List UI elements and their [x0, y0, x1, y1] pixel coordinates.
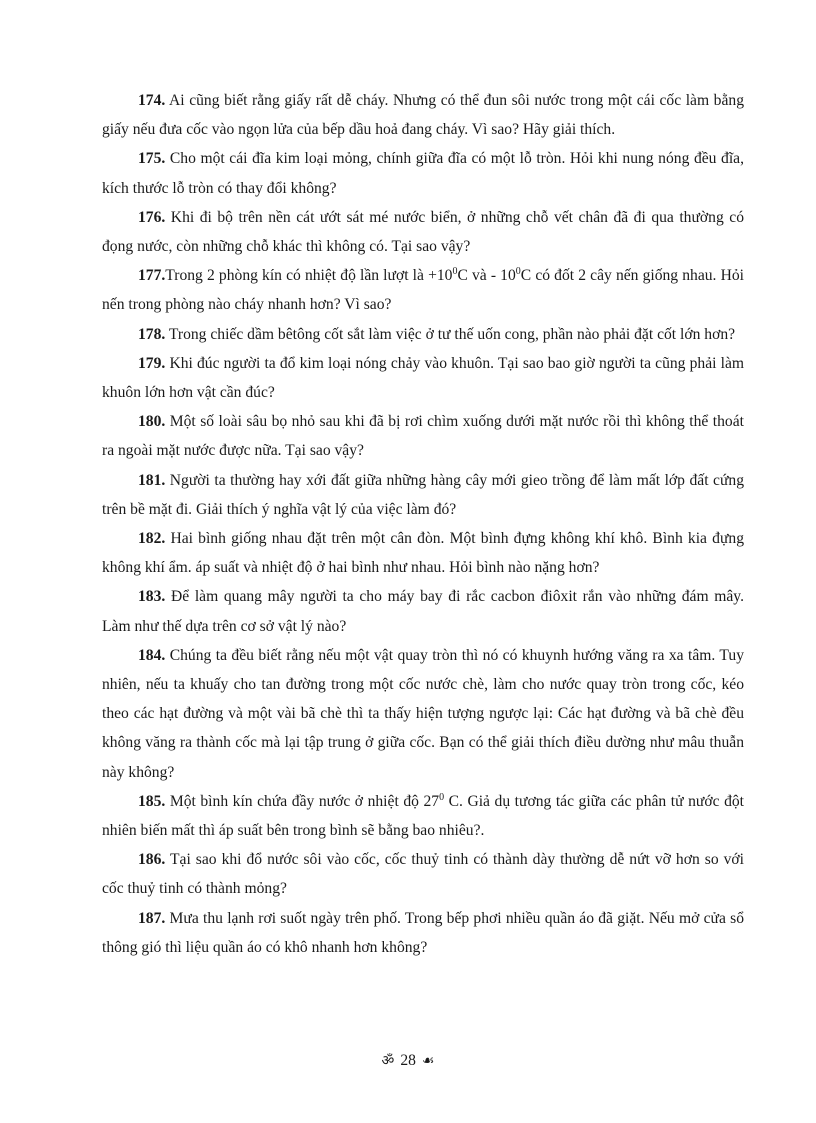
question-177	[102, 261, 744, 319]
question-list	[102, 86, 744, 962]
question-text: Chúng ta đều biết rằng nếu một vật quay tròn thì nó có khuynh hướng văng ra xa tâm. Tuy nhiên, nếu ta khuấy cho tan đường trong một cốc nước chè, làm cho nước quay tròn trong cốc, kéo theo các hạt đường và một vài bã chè thì ta thấy hiện tượng ngược lại: Các hạt đường và bã chè đều không văng ra thành cốc mà lại tập trung ở giữa cốc. Bạn có thể giải thích điều dường như mâu thuẫn này không?	[102, 646, 744, 781]
question-text: Một số loài sâu bọ nhỏ sau khi đã bị rơi chìm xuống dưới mặt nước rồi thì không thể thoát ra ngoài mặt nước được nữa. Tại sao vậy?	[102, 413, 744, 460]
question-182	[102, 524, 744, 582]
question-text: Trong chiếc dầm bêtông cốt sắt làm việc ở tư thế uốn cong, phần nào phải đặt cốt lớn hơn?	[165, 325, 736, 343]
question-174	[102, 86, 744, 144]
question-text: Cho một cái đĩa kim loại mỏng, chính giữa đĩa có một lỗ tròn. Hỏi khi nung nóng đều đĩa, kích thước lỗ tròn có thay đổi không?	[102, 150, 744, 197]
question-text: Hai bình giống nhau đặt trên một cân đòn. Một bình đựng không khí khô. Bình kia đựng không khí ẩm. áp suất và nhiệt độ ở hai bình như nhau. Hỏi bình nào nặng hơn?	[102, 530, 744, 577]
question-text: Người ta thường hay xới đất giữa những hàng cây mới gieo trồng để làm mất lớp đất cứng trên bề mặt đi. Giải thích ý nghĩa vật lý của việc làm đó?	[102, 471, 744, 518]
right-ornament-icon: ☙	[421, 1054, 435, 1069]
question-number: 176.	[138, 208, 166, 226]
question-number: 185.	[138, 792, 166, 810]
question-number: 186.	[138, 851, 166, 869]
question-181	[102, 466, 744, 524]
question-text: Mưa thu lạnh rơi suốt ngày trên phố. Trong bếp phơi nhiều quần áo đã giặt. Nếu mở cửa sổ thông gió thì liệu quần áo có khô nhanh hơn không?	[102, 909, 744, 956]
question-183	[102, 582, 744, 640]
question-187	[102, 904, 744, 962]
question-number: 183.	[138, 588, 166, 606]
question-175	[102, 144, 744, 202]
question-text: Tại sao khi đổ nước sôi vào cốc, cốc thuỷ tinh có thành dày thường dễ nứt vỡ hơn so với cốc thuỷ tinh có thành mỏng?	[102, 851, 744, 898]
question-text: Khi đi bộ trên nền cát ướt sát mé nước biển, ở những chỗ vết chân đã đi qua thường có đọng nước, còn những chỗ khác thì không có. Tại sao vậy?	[102, 208, 744, 256]
question-number: 187.	[138, 909, 166, 927]
question-number: 178.	[138, 325, 166, 343]
question-number: 180.	[138, 413, 166, 431]
question-176	[102, 203, 744, 261]
question-text-a: Trong 2 phòng kín có nhiệt độ lần lượt là +10	[165, 267, 453, 285]
question-text-b: C và - 10	[457, 267, 516, 285]
question-178	[102, 320, 744, 349]
question-text-c: C có đốt 2 cây nến giống nhau. Hỏi nến trong phòng nào cháy nhanh hơn? Vì sao?	[102, 267, 744, 314]
question-number: 177.	[138, 267, 166, 285]
superscript: 0	[439, 791, 445, 803]
question-184	[102, 641, 744, 787]
question-number: 181.	[138, 471, 166, 489]
question-text: Để làm quang mây người ta cho máy bay đi rắc cacbon điôxit rắn vào những đám mây. Làm như thế dựa trên cơ sở vật lý nào?	[102, 588, 744, 635]
superscript: 0	[515, 266, 521, 278]
left-ornament-icon: ॐ	[381, 1054, 395, 1069]
superscript: 0	[452, 266, 458, 278]
page-footer	[0, 1051, 816, 1070]
question-186	[102, 845, 744, 903]
question-number: 175.	[138, 150, 166, 168]
question-number: 179.	[138, 354, 166, 372]
question-number: 184.	[138, 646, 166, 664]
question-185	[102, 787, 744, 845]
question-text-a: Một bình kín chứa đầy nước ở nhiệt độ 27	[165, 792, 440, 810]
question-number: 174.	[138, 92, 166, 109]
page-number: 28	[400, 1052, 416, 1069]
question-text: Khi đúc người ta đổ kim loại nóng chảy vào khuôn. Tại sao bao giờ người ta cũng phải làm khuôn lớn hơn vật cần đúc?	[102, 354, 744, 402]
question-number: 182.	[138, 530, 166, 548]
question-text-b: C. Giả dụ tương tác giữa các phân tử nước đột nhiên biến mất thì áp suất bên trong bình sẽ bằng bao nhiêu?.	[102, 792, 745, 840]
question-179	[102, 349, 744, 407]
question-text: Ai cũng biết rằng giấy rất dễ cháy. Nhưng có thể đun sôi nước trong một cái cốc làm bằng giấy nếu đưa cốc vào ngọn lửa của bếp dầu hoả đang cháy. Vì sao? Hãy giải thích.	[102, 92, 744, 139]
question-180	[102, 407, 744, 465]
